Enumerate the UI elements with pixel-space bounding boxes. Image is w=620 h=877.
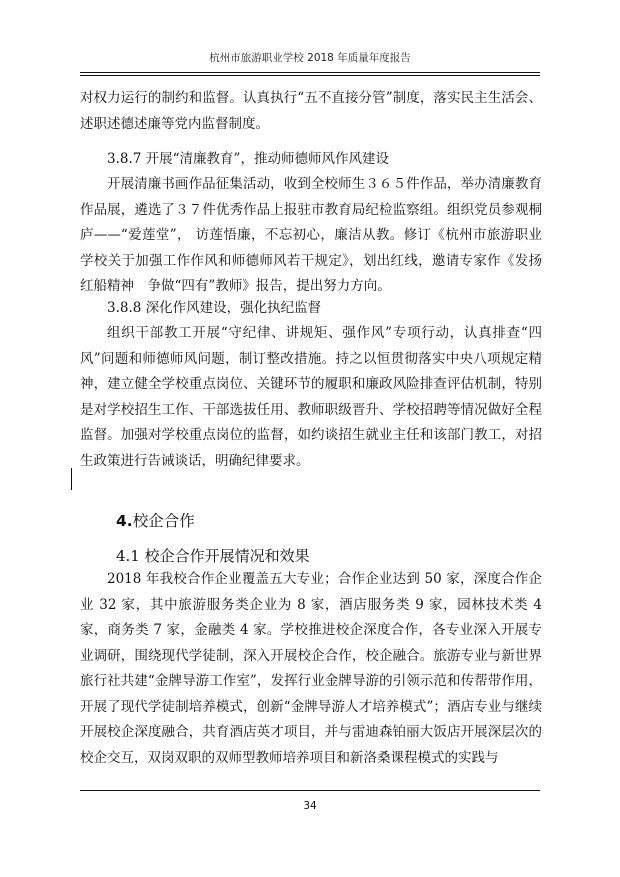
- paragraph-integrity-education: 开展清廉书画作品征集活动，收到全校师生３６５件作品，举办清廉教育作品展，遴选了３７件优秀作品上报驻市教育局纪检监察组。组织党员参观桐庐——“爱莲堂”， 访莲悟廉，不忘初心，廉洁从教。修订《杭州市旅游职业学校关于加强工作作风和师德师风若干规定》，划出红线，邀请专家作《发扬红船精神 争做“四有”教师》报告，提出努力方向。: [80, 176, 542, 294]
- paragraph-supervision: 对权力运行的制约和监督。认真执行“五不直接分管”制度，落实民主生活会、述职述德述廉等党内监督制度。: [80, 90, 542, 132]
- page-number: 34: [303, 800, 317, 812]
- section-heading-3-8-7: 3.8.7 开展“清廉教育”，推动师德师风作风建设: [107, 151, 389, 167]
- chapter-title: 校企合作: [132, 512, 195, 530]
- header-rule-thin: [80, 75, 540, 76]
- text-cursor: [71, 468, 72, 490]
- chapter-number: 4.: [116, 512, 133, 530]
- header-rule: [80, 72, 540, 73]
- footer-rule: [80, 790, 540, 791]
- page-header: 杭州市旅游职业学校 2018 年质量年度报告: [209, 52, 411, 64]
- section-heading-3-8-8: 3.8.8 深化作风建设，强化执纪监督: [107, 300, 322, 316]
- section-heading-4-1: 4.1 校企合作开展情况和效果: [116, 547, 310, 565]
- paragraph-discipline: 组织干部教工开展“守纪律、讲规矩、强作风”专项行动，认真排查“四风”问题和师德师风问题，制订整改措施。持之以恒贯彻落实中央八项规定精神，建立健全学校重点岗位、关键环节的履职和廉政风险排查评估机制，特别是对学校招生工作、干部选拔任用、教师职级晋升、学校招聘等情况做好全程监督。加强对学校重点岗位的监督，如约谈招生就业主任和该部门教工，对招生政策进行告诫谈话，明确纪律要求。: [80, 325, 542, 469]
- chapter-heading-4: [116, 509, 195, 531]
- paragraph-school-enterprise: 2018 年我校合作企业覆盖五大专业；合作企业达到 50 家，深度合作企业 32 家，其中旅游服务类企业为 8 家，酒店服务类 9 家，园林技术类 4 家，商务类 7 家，金融类 4 家。学校推进校企深度合作，各专业深入开展专业调研，围绕现代学徒制，深入开展校企合作，校企融合。旅游专业与新世界旅行社共建“金牌导游工作室”，发挥行业金牌导游的引领示范和传帮带作用，开展了现代学徒制培养模式，创新“金牌导游人才培养模式”；酒店专业与继续开展校企深度融合，共育酒店英才项目，并与雷迪森铂丽大饭店开展深层次的校企交互，双岗双职的双师型教师培养项目和新洛桑课程模式的实践与: [80, 571, 542, 766]
